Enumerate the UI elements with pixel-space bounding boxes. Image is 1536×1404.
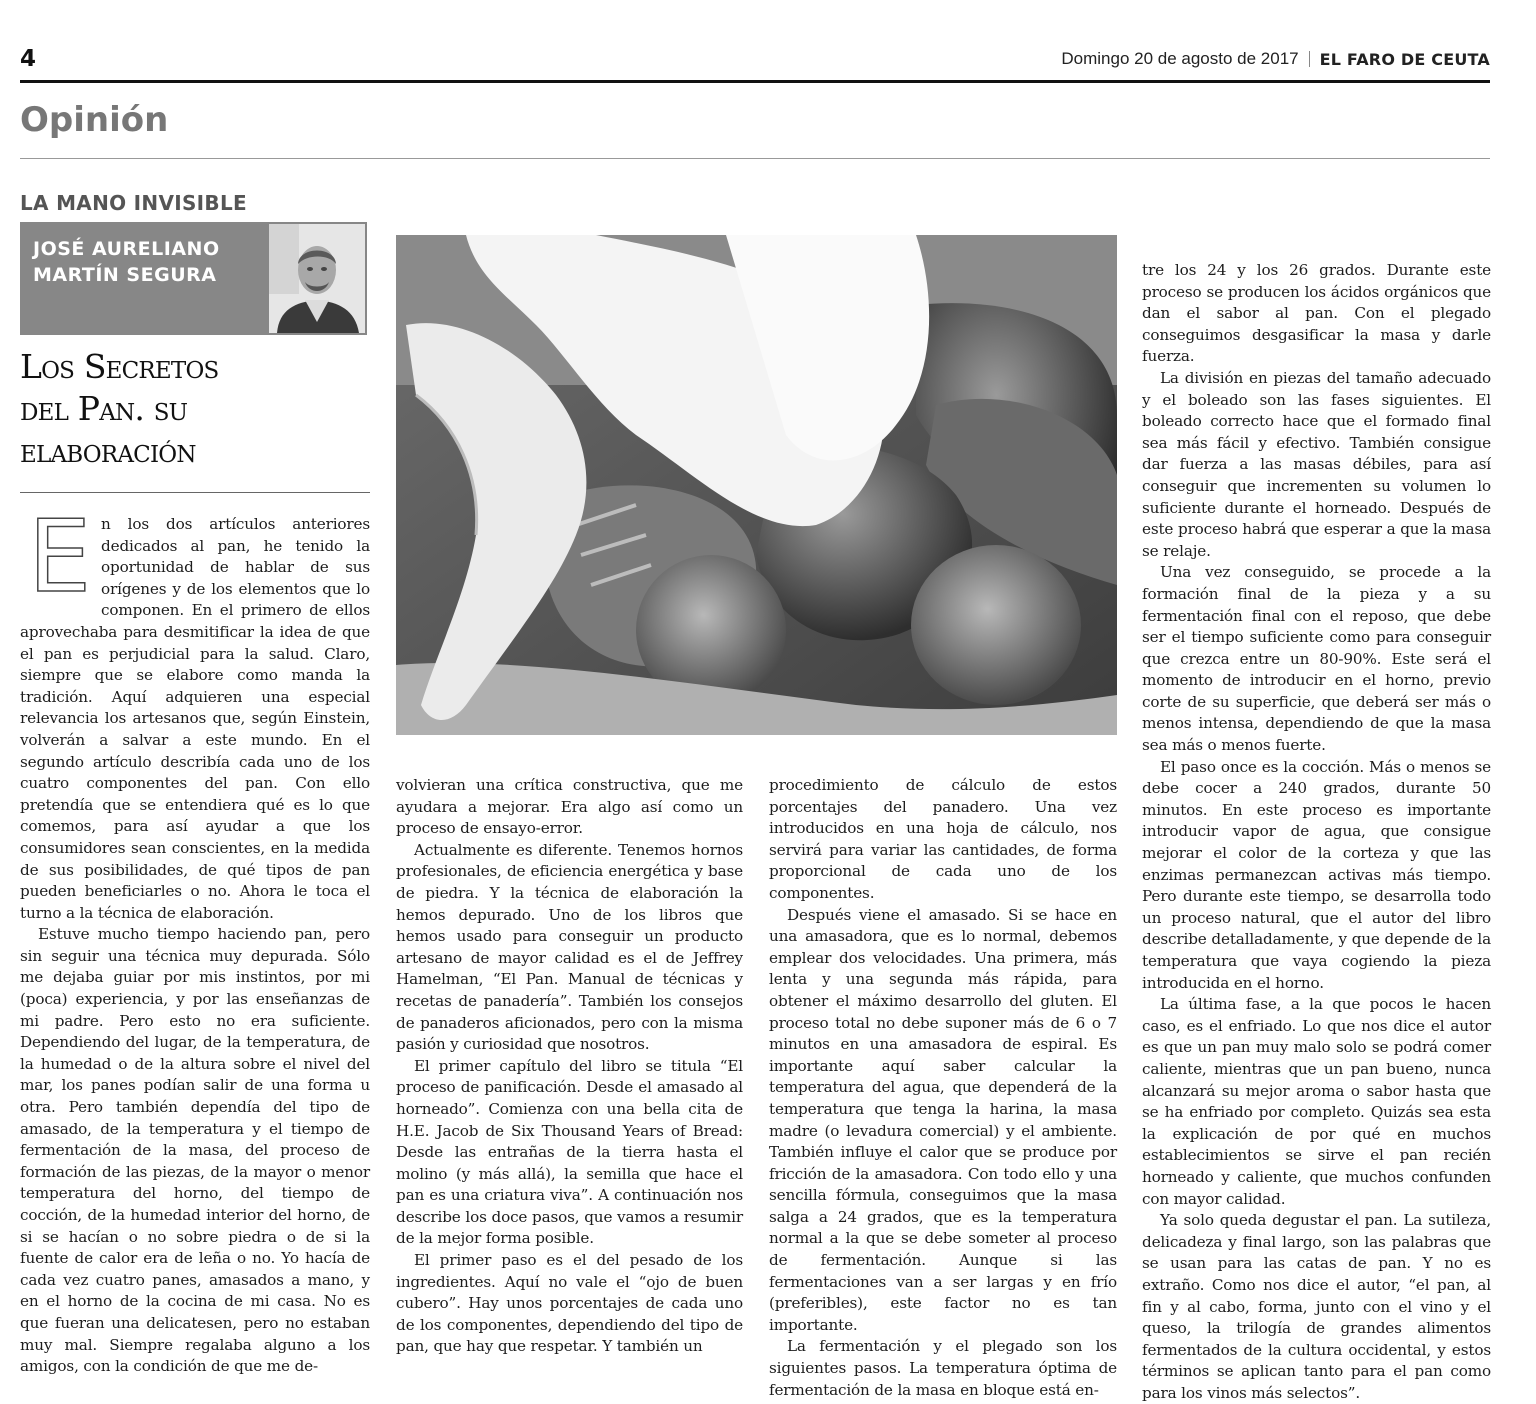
paragraph: Estuve mucho tiempo haciendo pan, pero sin seguir una técnica muy depurada. Sólo me dejaba guiar por mis instintos, por mi (poca) experiencia, y por las enseñanzas de mi padre. Pero esto no era suficiente. Dependiendo del lugar, de la temperatura, de la humedad o de la altura sobre el nivel del mar, los panes podían salir de una forma u otra. Pero también dependía del tipo de amasado, de la temperatura y el tiempo de fermentación de la masa, del proceso de formación de las piezas, de la mayor o menor temperatura del horno, del tiempo de cocción, de la humedad interior del horno, de si se hacían o no sobre piedra o de si la fuente de calor era de leña o no. Yo hacía de cada vez cuatro panes, amasados a mano, y en el horno de la cocina de mi casa. No es que fueran una delicatesen, pero no estaban muy mal. Siempre regalaba alguno a los amigos, con la condición de que me de-: [20, 925, 370, 1376]
drop-cap: E: [28, 498, 92, 615]
paragraph: La última fase, a la que pocos le hacen caso, es el enfriado. Lo que nos dice el autor es que un pan muy malo solo se podrá comer caliente, mientras que un pan bueno, nunca alcanzará su mejor aroma o sabor hasta que se ha enfriado por completo. Quizás sea esta la explicación de por qué en muchos establecimientos se sirve el pan recién horneado y caliente, que muchos confunden con mayor calidad.: [1142, 995, 1491, 1208]
headline-line2: del Pan. su: [20, 389, 188, 428]
section-title: Opinión: [20, 100, 169, 140]
issue-date: Domingo 20 de agosto de 2017: [1061, 49, 1299, 68]
paragraph: volvieran una crítica constructiva, que me ayudara a mejorar. Era algo así como un proceso de ensayo-error.: [396, 776, 743, 838]
author-name-line1: JOSÉ AURELIANO: [33, 238, 220, 260]
article-column-1: [20, 498, 370, 1384]
article-column-4: [1142, 260, 1491, 1402]
author-name: [33, 236, 220, 288]
page-number: 4: [20, 46, 37, 72]
author-portrait-graphic: [269, 224, 365, 333]
article-column-2: [396, 775, 743, 1387]
author-photo: [269, 224, 365, 333]
headline-line1: Los Secretos: [20, 347, 219, 386]
paragraph: Después viene el amasado. Si se hace en una amasadora, que es lo normal, debemos emplear dos velocidades. Una primera, más lenta y una segunda más rápida, para obtener el máximo desarrollo del gluten. El proceso total no debe suponer más de 6 o 7 minutos en una amasadora de espiral. Es importante aquí saber calcular la temperatura del agua, que dependerá de la temperatura que tenga la harina, la masa madre (o levadura comercial) y el ambiente. También influye el calor que se produce por fricción de la amasadora. Con todo ello y una sencilla fórmula, conseguimos que la masa salga a 24 grados, que es la temperatura normal a la que se debe someter al proceso de fermentación. Aunque si las fermentaciones van a ser largas y en frío (preferibles), este factor no es tan importante.: [769, 905, 1117, 1334]
paragraph: Actualmente es diferente. Tenemos hornos profesionales, de eficiencia energética y base de piedra. Y la técnica de elaboración la hemos depurado. Uno de los libros que hemos usado para conseguir un producto artesano de mayor calidad es el de Jeffrey Hamelman, “El Pan. Manual de técnicas y recetas de panadería”. También los consejos de panaderos aficionados, pero con la misma pasión y curiosidad que nosotros.: [396, 840, 743, 1054]
paragraph: El paso once es la cocción. Más o menos se debe cocer a 240 grados, durante 50 minutos. En este proceso es importante introducir vapor de agua, que consigue mejorar el color de la corteza y que las enzimas permanezcan activas más tiempo. Pero durante este tiempo, se desarrolla todo un proceso natural, que el autor del libro describe detalladamente, y que depende de la temperatura que vaya cogiendo la pieza introducida en el horno.: [1142, 757, 1491, 992]
bread-photo-graphic: [396, 235, 1117, 735]
paragraph: Una vez conseguido, se procede a la formación final de la pieza y a su fermentación final con el reposo, que debe ser el tiempo suficiente como para conseguir que crezca entre un 80-90%. Este será el momento de introducir en el horno, previo corte de su superficie, que deberá ser más o menos intensa, dependiendo de que la masa sea más o menos fuerte.: [1142, 563, 1491, 755]
newspaper-name: EL FARO DE CEUTA: [1319, 49, 1490, 69]
headline-line3: elaboración: [20, 431, 196, 470]
section-rule: [20, 158, 1490, 159]
paragraph: La fermentación y el plegado son los siguientes pasos. La temperatura óptima de fermentación de la masa en bloque está en-: [769, 1337, 1117, 1399]
paragraph: procedimiento de cálculo de estos porcentajes del panadero. Una vez introducidos en una hoja de cálculo, nos servirá para variar las cantidades, de forma proporcional de cada uno de los componentes.: [769, 776, 1117, 902]
paragraph: Ya solo queda degustar el pan. La sutileza, delicadeza y final largo, son las palabras que se usan para las catas de pan. Y no es extraño. Como nos dice el autor, “el pan, al fin y al cabo, forma, junto con el vino y el queso, la trilogía de grandes alimentos fermentados de la cultura occidental, y estos términos se aplican tanto para el pan como para los vinos más selectos”.: [1142, 1211, 1491, 1402]
paragraph: tre los 24 y los 26 grados. Durante este proceso se producen los ácidos orgánicos que dan el sabor al pan. Con el plegado conseguimos desgasificar la masa y darle fuerza.: [1142, 261, 1491, 366]
paragraph: El primer capítulo del libro se titula “El proceso de panificación. Desde el amasado al horneado”. Comienza con una bella cita de H.E. Jacob de Six Thousand Years of Bread: Desde las entrañas de la tierra hasta el molino (y más allá), la semilla que hace el pan es una criatura viva”. A continuación nos describe los doce pasos, que vamos a resumir de la mejor forma posible.: [396, 1056, 743, 1248]
column-name: LA MANO INVISIBLE: [20, 191, 247, 215]
article-column-3: [769, 775, 1117, 1399]
header-rule: [20, 80, 1490, 83]
article-headline: [20, 346, 370, 472]
paragraph: n los dos artículos anteriores dedicados al pan, he tenido la oportunidad de hablar de sus orígenes y de los elementos que lo componen. En el primero de ellos aprovechaba para desmitificar la idea de que el pan es perjudicial para la salud. Claro, siempre que se elabore como manda la tradición. Aquí adquieren una especial relevancia los artesanos que, según Einstein, volverán a salvar a este mundo. En el segundo artículo describía cada uno de los cuatro componentes del pan. Con ello pretendía que se entendiera qué es lo que comemos, para así ayudar a que los consumidores sean conscientes, en la medida de sus posibilidades, de qué tipos de pan pueden beneficiarles o no. Ahora le toca el turno a la técnica de elaboración.: [20, 515, 370, 922]
masthead-divider: [1309, 51, 1310, 67]
paragraph: La división en piezas del tamaño adecuado y el boleado son las fases siguientes. El boleado correcto hace que el formado final sea más fácil y efectivo. También consigue dar fuerza a las masas débiles, para así conseguir que incrementen su volumen lo suficiente durante el horneado. Después de este proceso habrá que esperar a que la masa se relaje.: [1142, 368, 1491, 560]
masthead-info: [1061, 49, 1490, 69]
bread-photo: [396, 235, 1117, 735]
paragraph: El primer paso es el del pesado de los ingredientes. Aquí no vale el “ojo de buen cubero”. Hay unos porcentajes de cada uno de los componentes, dependiendo del tipo de pan, que hay que respetar. Y también un: [396, 1251, 743, 1356]
headline-rule: [20, 492, 370, 493]
author-byline-box: [20, 222, 367, 335]
author-name-line2: MARTÍN SEGURA: [33, 264, 217, 286]
